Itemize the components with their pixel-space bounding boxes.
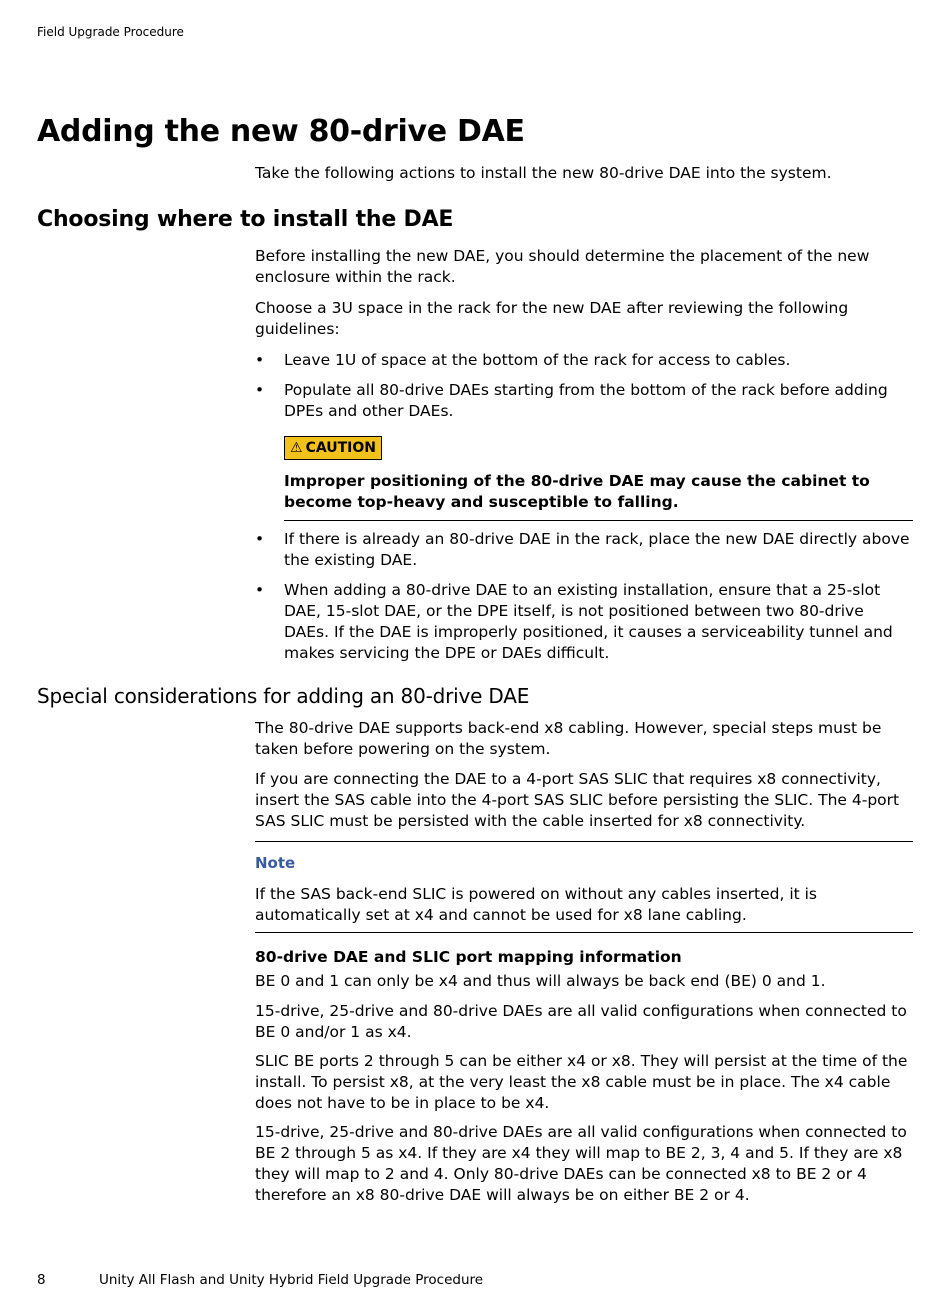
bullet-icon: • (255, 581, 265, 599)
list-item-text: Populate all 80-drive DAEs starting from the bottom of the rack before adding DPEs and other DAEs. (284, 381, 888, 420)
caution-badge (284, 436, 382, 460)
page-title: Adding the new 80-drive DAE (37, 114, 525, 149)
warning-triangle-icon: ⚠ (290, 440, 303, 456)
caution-text: Improper positioning of the 80-drive DAE may cause the cabinet to become top-heavy and susceptible to falling. (284, 472, 870, 511)
list-item-text: When adding a 80-drive DAE to an existing installation, ensure that a 25-slot DAE, 15-slot DAE, or the DPE itself, is not positioned between two 80-drive DAEs. If the DAE is improperly positioned, it causes a serviceability tunnel and makes servicing the DPE or DAEs difficult. (284, 581, 893, 662)
bullet-icon: • (255, 530, 265, 548)
bullet-icon: • (255, 381, 265, 399)
subheading-port-mapping: 80-drive DAE and SLIC port mapping information (255, 948, 682, 966)
paragraph-valid-config-be2-5: 15-drive, 25-drive and 80-drive DAEs are all valid configurations when connected to BE 2 through 5 as x4. If they are x4 they will map to BE 2, 3, 4 and 5. If they are x8 they will map to 2 and 4. Only 80-drive DAEs can be connected x8 to BE 2 or 4 therefore an x8 80-drive DAE will always be on either BE 2 or 4. (255, 1123, 907, 1204)
note-label: Note (255, 854, 296, 872)
note-bottom-divider (255, 932, 913, 933)
paragraph-valid-config-x4: 15-drive, 25-drive and 80-drive DAEs are all valid configurations when connected to BE 0 and/or 1 as x4. (255, 1002, 907, 1041)
paragraph-slic-ports: SLIC BE ports 2 through 5 can be either x4 or x8. They will persist at the time of the install. To persist x8, at the very least the x8 cable must be in place. The x4 cable does not have to be in place to be x4. (255, 1052, 908, 1112)
note-text: If the SAS back-end SLIC is powered on without any cables inserted, it is automatically set at x4 and cannot be used for x8 lane cabling. (255, 885, 818, 924)
page-number: 8 (37, 1272, 46, 1288)
paragraph-sas-slic: If you are connecting the DAE to a 4-port SAS SLIC that requires x8 connectivity, insert the SAS cable into the 4-port SAS SLIC before persisting the SLIC. The 4-port SAS SLIC must be persisted with the cable inserted for x8 connectivity. (255, 770, 900, 830)
footer-doc-title: Unity All Flash and Unity Hybrid Field Upgrade Procedure (99, 1272, 484, 1288)
list-item-text: If there is already an 80-drive DAE in the rack, place the new DAE directly above the existing DAE. (284, 530, 910, 569)
running-header: Field Upgrade Procedure (37, 25, 184, 39)
list-item-text: Leave 1U of space at the bottom of the rack for access to cables. (284, 351, 791, 369)
paragraph-be01: BE 0 and 1 can only be x4 and thus will always be back end (BE) 0 and 1. (255, 972, 826, 990)
section-heading-choosing: Choosing where to install the DAE (37, 207, 454, 232)
intro-paragraph: Take the following actions to install the new 80-drive DAE into the system. (255, 164, 832, 182)
paragraph-placement: Before installing the new DAE, you should determine the placement of the new enclosure within the rack. (255, 247, 870, 286)
caution-label: CAUTION (305, 440, 376, 456)
caution-divider (284, 520, 913, 521)
note-top-divider (255, 841, 913, 842)
paragraph-guidelines: Choose a 3U space in the rack for the new DAE after reviewing the following guidelines: (255, 299, 849, 338)
bullet-icon: • (255, 351, 265, 369)
section-heading-special: Special considerations for adding an 80-drive DAE (37, 684, 530, 708)
paragraph-backend-cabling: The 80-drive DAE supports back-end x8 cabling. However, special steps must be taken before powering on the system. (255, 719, 882, 758)
